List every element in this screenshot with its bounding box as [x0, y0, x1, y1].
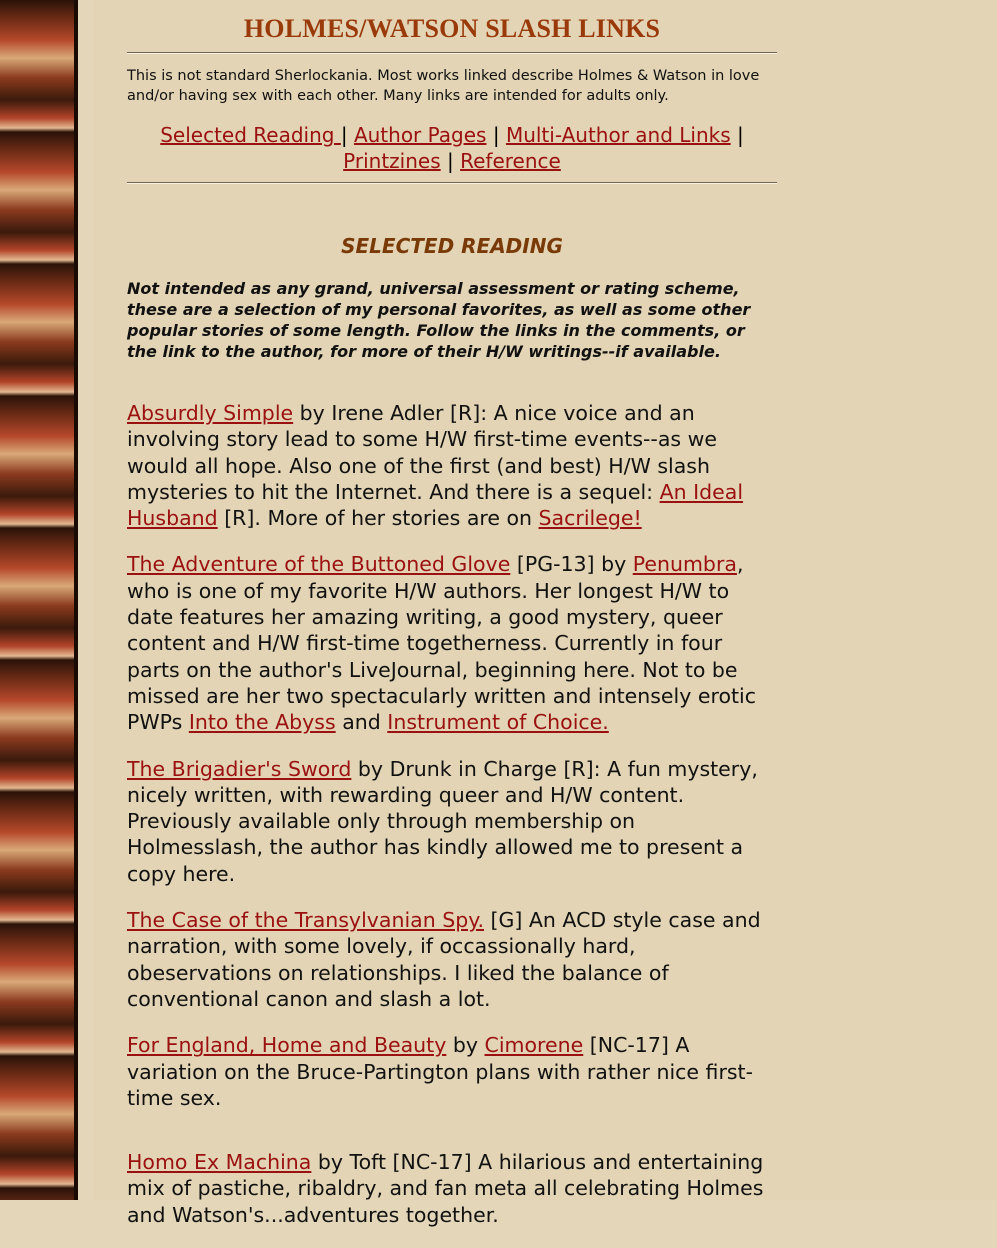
author-link[interactable]: Cimorene [484, 1033, 584, 1058]
story-link[interactable]: Instrument of Choice. [387, 710, 609, 735]
nav-selected-reading[interactable]: Selected Reading [160, 123, 341, 147]
entry-text: [PG-13] by [510, 552, 633, 577]
story-link[interactable]: Absurdly Simple [127, 401, 294, 425]
story-link[interactable]: Homo Ex Machina [127, 1150, 312, 1175]
section-title: SELECTED READING [341, 234, 563, 258]
story-link[interactable]: Into the Abyss [188, 710, 336, 735]
story-link[interactable]: For England, Home and Beauty [127, 1033, 447, 1058]
entry-text: [R]. More of her stories are on [217, 506, 539, 531]
nav-printzines[interactable]: Printzines [343, 149, 441, 173]
main-content [127, 0, 777, 1248]
entry-text: and [335, 710, 388, 735]
list-item [127, 756, 777, 887]
page-title: HOLMES/WATSON SLASH LINKS [243, 14, 661, 43]
story-link[interactable]: The Adventure of the Buttoned Glove [127, 552, 511, 577]
nav-separator: | [447, 149, 461, 173]
nav-separator: | [492, 123, 506, 147]
intro-text: This is not standard Sherlockania. Most works linked describe Holmes & Watson in love and/or having sex with each other. Many links are intended for adults only. [127, 68, 760, 104]
entry-text: by Drunk in Charge [R]: A fun mystery, nicely written, with rewarding queer and H/W content. Previously available only through membership on Holmesslash, the author has kindly allowed me to present a copy here. [127, 756, 758, 886]
section-disclaimer: Not intended as any grand, universal assessment or rating scheme, these are a selection of my personal favorites, as well as some other popular stories of some length. Follow the links in the comments, or the link to the author, for more of their H/W writings--if available. [127, 279, 751, 361]
nav-multi-author[interactable]: Multi-Author and Links [505, 123, 731, 147]
divider [127, 182, 777, 184]
list-item [127, 400, 777, 531]
list-item [127, 1032, 777, 1111]
nav-separator: | [340, 123, 354, 147]
story-link[interactable]: The Case of the Transylvanian Spy. [127, 908, 484, 933]
story-link[interactable]: An Ideal Husband [127, 479, 744, 531]
divider [127, 52, 777, 54]
nav-author-pages[interactable]: Author Pages [353, 123, 487, 147]
entry-text: by Toft [NC-17] A hilarious and entertaining mix of pastiche, ribaldry, and fan meta all celebrating Holmes and Watson's...adventures together. [127, 1150, 764, 1227]
site-link[interactable]: Sacrilege! [538, 506, 642, 531]
entry-text: , who is one of my favorite H/W authors. Her longest H/W to date features her amazing writing, a good mystery, queer content and H/W first-time togetherness. Currently in four parts on the author's LiveJournal, beginning here. Not to be missed are her two spectacularly written and intensely erotic PWPs [127, 552, 756, 735]
decorative-portrait-strip [0, 0, 78, 1200]
entry-text: [NC-17] A variation on the Bruce-Partington plans with rather nice first-time sex. [127, 1033, 753, 1110]
nav-reference[interactable]: Reference [460, 149, 561, 173]
entry-text: by Irene Adler [R]: A nice voice and an involving story lead to some H/W first-time events--as we would all hope. Also one of the first (and best) H/W slash mysteries to hit the Internet. And there is a sequel: [127, 401, 717, 504]
story-link[interactable]: The Brigadier's Sword [127, 756, 352, 781]
entry-text: by [446, 1033, 485, 1058]
entry-text: [G] An ACD style case and narration, with some lovely, if occassionally hard, obeservations on relationships. I liked the balance of conventional canon and slash a lot. [127, 908, 761, 1011]
author-link[interactable]: Penumbra [632, 552, 737, 577]
list-item [127, 551, 777, 735]
nav-links [127, 122, 777, 174]
list-item [127, 907, 777, 1012]
list-item [127, 1149, 777, 1228]
nav-separator: | [737, 123, 744, 147]
